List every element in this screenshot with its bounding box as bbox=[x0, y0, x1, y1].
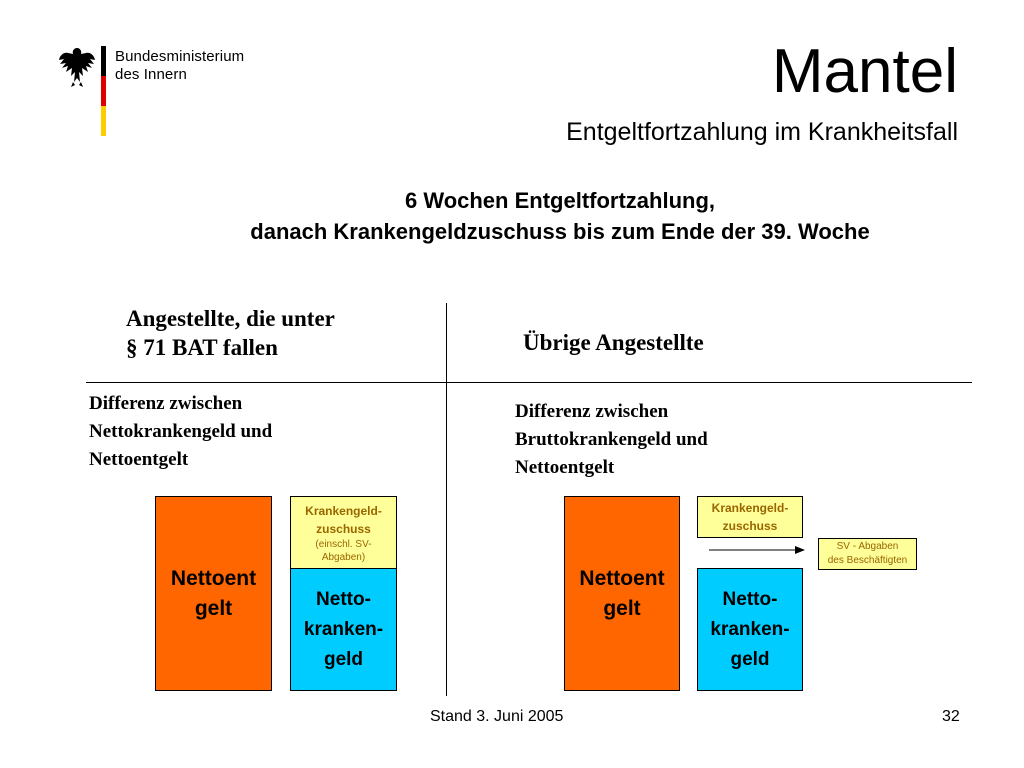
right-nkg-line2: kranken- bbox=[710, 618, 790, 640]
right-kz-line1: Krankengeld- bbox=[711, 501, 789, 515]
left-netto-line1: Nettoent bbox=[170, 566, 257, 590]
right-nkg-line3: geld bbox=[730, 648, 770, 670]
left-heading-line2: § 71 BAT fallen bbox=[126, 335, 278, 360]
left-kz-note-line1: (einschl. SV- bbox=[315, 538, 372, 550]
flag-stripe-red bbox=[101, 76, 106, 106]
left-kz-line2: zuschuss bbox=[316, 521, 371, 536]
left-kz-line1: Krankengeld- bbox=[305, 503, 382, 518]
left-krankengeldzuschuss-box bbox=[290, 496, 397, 569]
left-desc-line1: Differenz zwischen bbox=[89, 393, 243, 414]
right-desc-line2: Bruttokrankengeld und bbox=[515, 429, 708, 450]
flag-stripe-gold bbox=[101, 106, 106, 136]
left-nettoentgelt-box bbox=[155, 496, 272, 691]
left-heading bbox=[126, 304, 335, 362]
right-nkg-line1: Netto- bbox=[722, 588, 778, 610]
right-kz-line2: zuschuss bbox=[722, 519, 778, 533]
left-netto-line2: gelt bbox=[194, 596, 233, 620]
headline-line1: 6 Wochen Entgeltfortzahlung, bbox=[404, 188, 716, 213]
right-nettokrankengeld-box bbox=[697, 568, 803, 691]
footer-date: Stand 3. Juni 2005 bbox=[430, 708, 564, 725]
page-subtitle: Entgeltfortzahlung im Krankheitsfall bbox=[566, 118, 958, 146]
horizontal-divider bbox=[86, 382, 972, 383]
page-number: 32 bbox=[942, 708, 960, 725]
left-nkg-line3: geld bbox=[323, 648, 364, 670]
flag-stripe-black bbox=[101, 46, 106, 76]
left-desc-line3: Nettoentgelt bbox=[89, 449, 189, 470]
ministry-line2: des Innern bbox=[115, 66, 187, 83]
left-heading-line1: Angestellte, die unter bbox=[126, 306, 335, 331]
right-netto-line2: gelt bbox=[603, 596, 641, 620]
right-desc-line3: Nettoentgelt bbox=[515, 457, 615, 478]
ministry-name bbox=[115, 48, 244, 84]
left-nkg-line1: Netto- bbox=[316, 588, 371, 610]
arrow-right-icon bbox=[707, 544, 807, 556]
sv-line2: des Beschäftigten bbox=[827, 555, 908, 566]
right-nettoentgelt-box bbox=[564, 496, 680, 691]
vertical-divider bbox=[446, 303, 447, 696]
headline-line2: danach Krankengeldzuschuss bis zum Ende der 39. Woche bbox=[250, 219, 870, 244]
right-krankengeldzuschuss-box bbox=[697, 496, 803, 538]
right-netto-line1: Nettoent bbox=[579, 566, 665, 590]
right-description bbox=[515, 398, 708, 482]
left-kz-note-line2: Abgaben) bbox=[321, 551, 366, 563]
right-desc-line1: Differenz zwischen bbox=[515, 401, 669, 422]
right-heading: Übrige Angestellte bbox=[523, 330, 704, 355]
sv-abgaben-box bbox=[818, 538, 917, 570]
federal-eagle-icon bbox=[58, 46, 96, 88]
page-title: Mantel bbox=[771, 37, 958, 106]
sv-line1: SV - Abgaben bbox=[836, 541, 899, 552]
left-nettokrankengeld-box bbox=[290, 568, 397, 691]
left-nkg-line2: kranken- bbox=[303, 618, 384, 640]
left-desc-line2: Nettokrankengeld und bbox=[89, 421, 273, 442]
ministry-line1: Bundesministerium bbox=[115, 48, 245, 65]
left-description bbox=[89, 390, 272, 474]
